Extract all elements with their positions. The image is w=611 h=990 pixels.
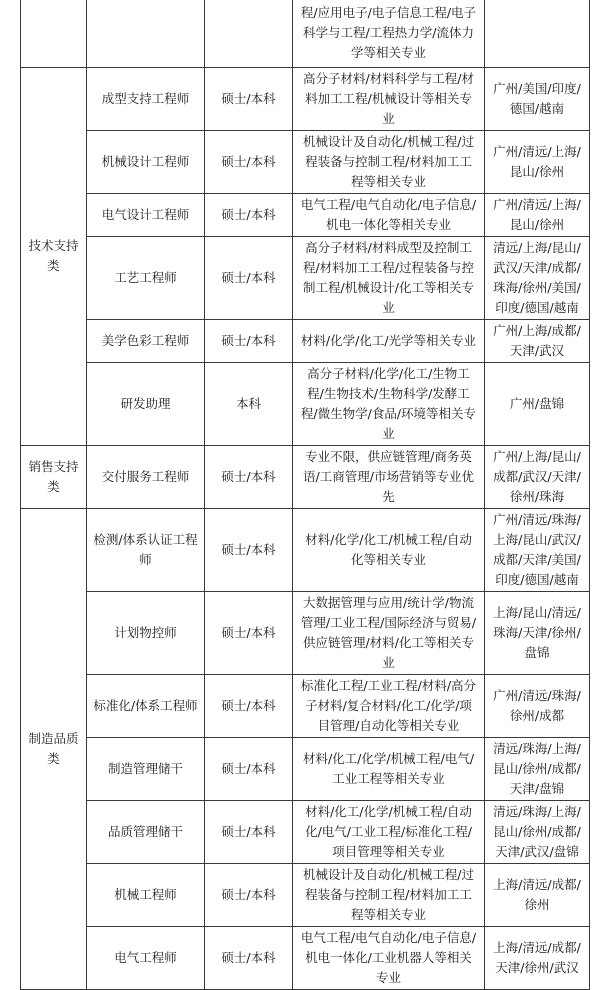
major-cell bbox=[293, 0, 485, 67]
major-text: 材料/化学/化工/光学等相关专业 bbox=[300, 332, 477, 348]
degree-cell bbox=[205, 800, 293, 863]
table-row bbox=[21, 67, 590, 130]
location-text: 清远/珠海/上海/昆山/徐州/成都/天津/盘锦 bbox=[493, 740, 581, 796]
table-row bbox=[21, 737, 590, 800]
degree-cell bbox=[205, 0, 293, 67]
category-label: 技术支持类 bbox=[28, 238, 79, 273]
position-text: 标准化/体系工程师 bbox=[93, 697, 198, 713]
major-cell bbox=[293, 737, 485, 800]
degree-text: 本科 bbox=[235, 395, 261, 411]
major-cell bbox=[293, 863, 485, 926]
category-cell bbox=[21, 0, 87, 67]
table-row bbox=[21, 193, 590, 236]
location-text: 广州/清远/珠海/徐州/成都 bbox=[493, 687, 581, 723]
location-cell bbox=[485, 236, 590, 319]
table-row bbox=[21, 591, 590, 674]
position-cell bbox=[87, 319, 205, 362]
location-text: 广州/上海/昆山/成都/武汉/天津/徐州/珠海 bbox=[493, 448, 581, 504]
major-text: 高分子材料/材料成型及控制工程/材料加工工程/过程装备与控制工程/机械设计/化工等相关专业 bbox=[303, 239, 474, 315]
location-cell bbox=[485, 926, 590, 989]
location-cell bbox=[485, 737, 590, 800]
position-cell bbox=[87, 445, 205, 508]
major-cell bbox=[293, 508, 485, 591]
major-text: 材料/化工/化学/机械工程/电气/工业工程等相关专业 bbox=[302, 750, 475, 786]
degree-text: 硕士/本科 bbox=[221, 468, 276, 484]
position-cell bbox=[87, 130, 205, 193]
degree-cell bbox=[205, 362, 293, 445]
location-cell bbox=[485, 362, 590, 445]
major-text: 专业不限，供应链管理/商务英语/工商管理/市场营销等专业优先 bbox=[303, 448, 474, 504]
degree-cell bbox=[205, 130, 293, 193]
position-text: 制造管理储干 bbox=[107, 760, 183, 776]
category-label: 销售支持类 bbox=[28, 458, 79, 494]
major-text: 材料/化工/化学/机械工程/自动化/电气/工业工程/标准化工程/项目管理等相关专业 bbox=[305, 803, 472, 859]
major-cell bbox=[293, 319, 485, 362]
degree-cell bbox=[205, 193, 293, 236]
position-text: 电气工程师 bbox=[114, 949, 177, 965]
major-text: 程/应用电子/电子信息工程/电子科学与工程/工程热力学/流体力学等相关专业 bbox=[300, 5, 477, 61]
position-text: 品质管理储干 bbox=[107, 823, 183, 839]
category-cell bbox=[21, 508, 87, 989]
major-text: 电气工程/电气自动化/电子信息/机电一体化等相关专业 bbox=[300, 196, 477, 232]
major-cell bbox=[293, 800, 485, 863]
degree-cell bbox=[205, 674, 293, 737]
location-cell bbox=[485, 674, 590, 737]
major-cell bbox=[293, 362, 485, 445]
table-row bbox=[21, 926, 590, 989]
degree-cell bbox=[205, 591, 293, 674]
category-label: 制造品质类 bbox=[28, 730, 79, 766]
location-cell bbox=[485, 591, 590, 674]
table-row bbox=[21, 130, 590, 193]
category-cell bbox=[21, 445, 87, 508]
major-cell bbox=[293, 591, 485, 674]
position-cell bbox=[87, 737, 205, 800]
degree-text: 硕士/本科 bbox=[221, 269, 276, 285]
category-cell bbox=[21, 67, 87, 445]
degree-text: 硕士/本科 bbox=[221, 949, 276, 965]
major-cell bbox=[293, 674, 485, 737]
major-text: 机械设计及自动化/机械工程/过程装备与控制工程/材料加工工程等相关专业 bbox=[303, 133, 474, 189]
position-cell bbox=[87, 67, 205, 130]
location-text: 清远/珠海/上海/昆山/徐州/成都/天津/武汉/盘锦 bbox=[493, 803, 581, 859]
degree-text: 硕士/本科 bbox=[221, 624, 276, 640]
position-text: 机械工程师 bbox=[114, 886, 177, 902]
degree-cell bbox=[205, 445, 293, 508]
degree-cell bbox=[205, 236, 293, 319]
position-cell bbox=[87, 863, 205, 926]
location-text: 广州/清远/上海/昆山/徐州 bbox=[493, 196, 581, 232]
degree-cell bbox=[205, 737, 293, 800]
table-row bbox=[21, 508, 590, 591]
location-text: 上海/清远/成都/徐州 bbox=[493, 876, 581, 912]
position-text: 工艺工程师 bbox=[114, 269, 177, 285]
table-row bbox=[21, 0, 590, 67]
location-cell bbox=[485, 193, 590, 236]
degree-text: 硕士/本科 bbox=[221, 697, 276, 713]
position-text: 研发助理 bbox=[120, 395, 171, 411]
degree-cell bbox=[205, 863, 293, 926]
degree-text: 硕士/本科 bbox=[221, 886, 276, 902]
position-cell bbox=[87, 591, 205, 674]
major-text: 材料/化学/化工/机械工程/自动化等相关专业 bbox=[305, 531, 472, 567]
position-text: 检测/体系认证工程师 bbox=[93, 531, 198, 567]
location-text: 上海/昆山/清远/珠海/天津/徐州/盘锦 bbox=[493, 604, 581, 660]
location-cell bbox=[485, 67, 590, 130]
recruitment-table bbox=[20, 0, 590, 990]
location-text: 清远/上海/昆山/武汉/天津/成都/珠海/徐州/美国/印度/德国/越南 bbox=[493, 239, 581, 315]
table-row bbox=[21, 319, 590, 362]
position-text: 成型支持工程师 bbox=[101, 90, 190, 106]
major-cell bbox=[293, 67, 485, 130]
degree-text: 硕士/本科 bbox=[221, 823, 276, 839]
position-cell bbox=[87, 674, 205, 737]
position-text: 机械设计工程师 bbox=[101, 153, 190, 169]
location-cell bbox=[485, 508, 590, 591]
position-cell bbox=[87, 236, 205, 319]
location-cell bbox=[485, 863, 590, 926]
degree-cell bbox=[205, 926, 293, 989]
position-cell bbox=[87, 926, 205, 989]
major-cell bbox=[293, 236, 485, 319]
position-cell bbox=[87, 193, 205, 236]
major-text: 高分子材料/化学/化工/生物工程/生物技术/生物科学/发酵工程/微生物学/食品/环境等相关专业 bbox=[300, 365, 477, 441]
degree-text: 硕士/本科 bbox=[221, 332, 276, 348]
position-text: 电气设计工程师 bbox=[101, 206, 190, 222]
location-cell bbox=[485, 130, 590, 193]
degree-cell bbox=[205, 67, 293, 130]
position-cell bbox=[87, 362, 205, 445]
position-text: 交付服务工程师 bbox=[101, 468, 190, 484]
table-row bbox=[21, 800, 590, 863]
major-text: 高分子材料/材料科学与工程/材料加工工程/机械设计等相关专业 bbox=[303, 70, 474, 126]
major-cell bbox=[293, 193, 485, 236]
location-cell bbox=[485, 800, 590, 863]
position-cell bbox=[87, 800, 205, 863]
recruitment-table-body bbox=[21, 0, 590, 989]
major-text: 标准化工程/工业工程/材料/高分子材料/复合材料/化工/化学/项目管理/自动化等相关专业 bbox=[300, 677, 477, 733]
position-cell bbox=[87, 508, 205, 591]
degree-text: 硕士/本科 bbox=[221, 760, 276, 776]
table-row bbox=[21, 863, 590, 926]
degree-text: 硕士/本科 bbox=[221, 153, 276, 169]
position-cell bbox=[87, 0, 205, 67]
major-text: 机械设计及自动化/机械工程/过程装备与控制工程/材料加工工程等相关专业 bbox=[303, 866, 474, 922]
degree-cell bbox=[205, 508, 293, 591]
table-row bbox=[21, 445, 590, 508]
major-cell bbox=[293, 926, 485, 989]
major-text: 电气工程/电气自动化/电子信息/机电一体化/工业机器人等相关专业 bbox=[300, 929, 477, 985]
location-cell bbox=[485, 319, 590, 362]
degree-text: 硕士/本科 bbox=[221, 206, 276, 222]
major-cell bbox=[293, 445, 485, 508]
degree-text: 硕士/本科 bbox=[221, 541, 276, 557]
location-cell bbox=[485, 445, 590, 508]
position-text: 计划物控师 bbox=[114, 624, 177, 640]
table-row bbox=[21, 674, 590, 737]
location-cell bbox=[485, 0, 590, 67]
location-text: 广州/清远/上海/昆山/徐州 bbox=[493, 143, 581, 179]
major-cell bbox=[293, 130, 485, 193]
table-row bbox=[21, 362, 590, 445]
location-text: 广州/清远/珠海/上海/昆山/武汉/成都/天津/美国/印度/德国/越南 bbox=[493, 511, 581, 587]
table-row bbox=[21, 236, 590, 319]
degree-text: 硕士/本科 bbox=[221, 90, 276, 106]
major-text: 大数据管理与应用/统计学/物流管理/工业工程/国际经济与贸易/供应链管理/材料/化工等相关专业 bbox=[300, 594, 477, 670]
location-text: 广州/美国/印度/德国/越南 bbox=[493, 80, 581, 116]
location-text: 广州/上海/成都/天津/武汉 bbox=[493, 322, 581, 358]
position-text: 美学色彩工程师 bbox=[101, 332, 190, 348]
location-text: 上海/清远/成都/天津/徐州/武汉 bbox=[493, 939, 581, 975]
location-text: 广州/盘锦 bbox=[509, 395, 565, 411]
degree-cell bbox=[205, 319, 293, 362]
